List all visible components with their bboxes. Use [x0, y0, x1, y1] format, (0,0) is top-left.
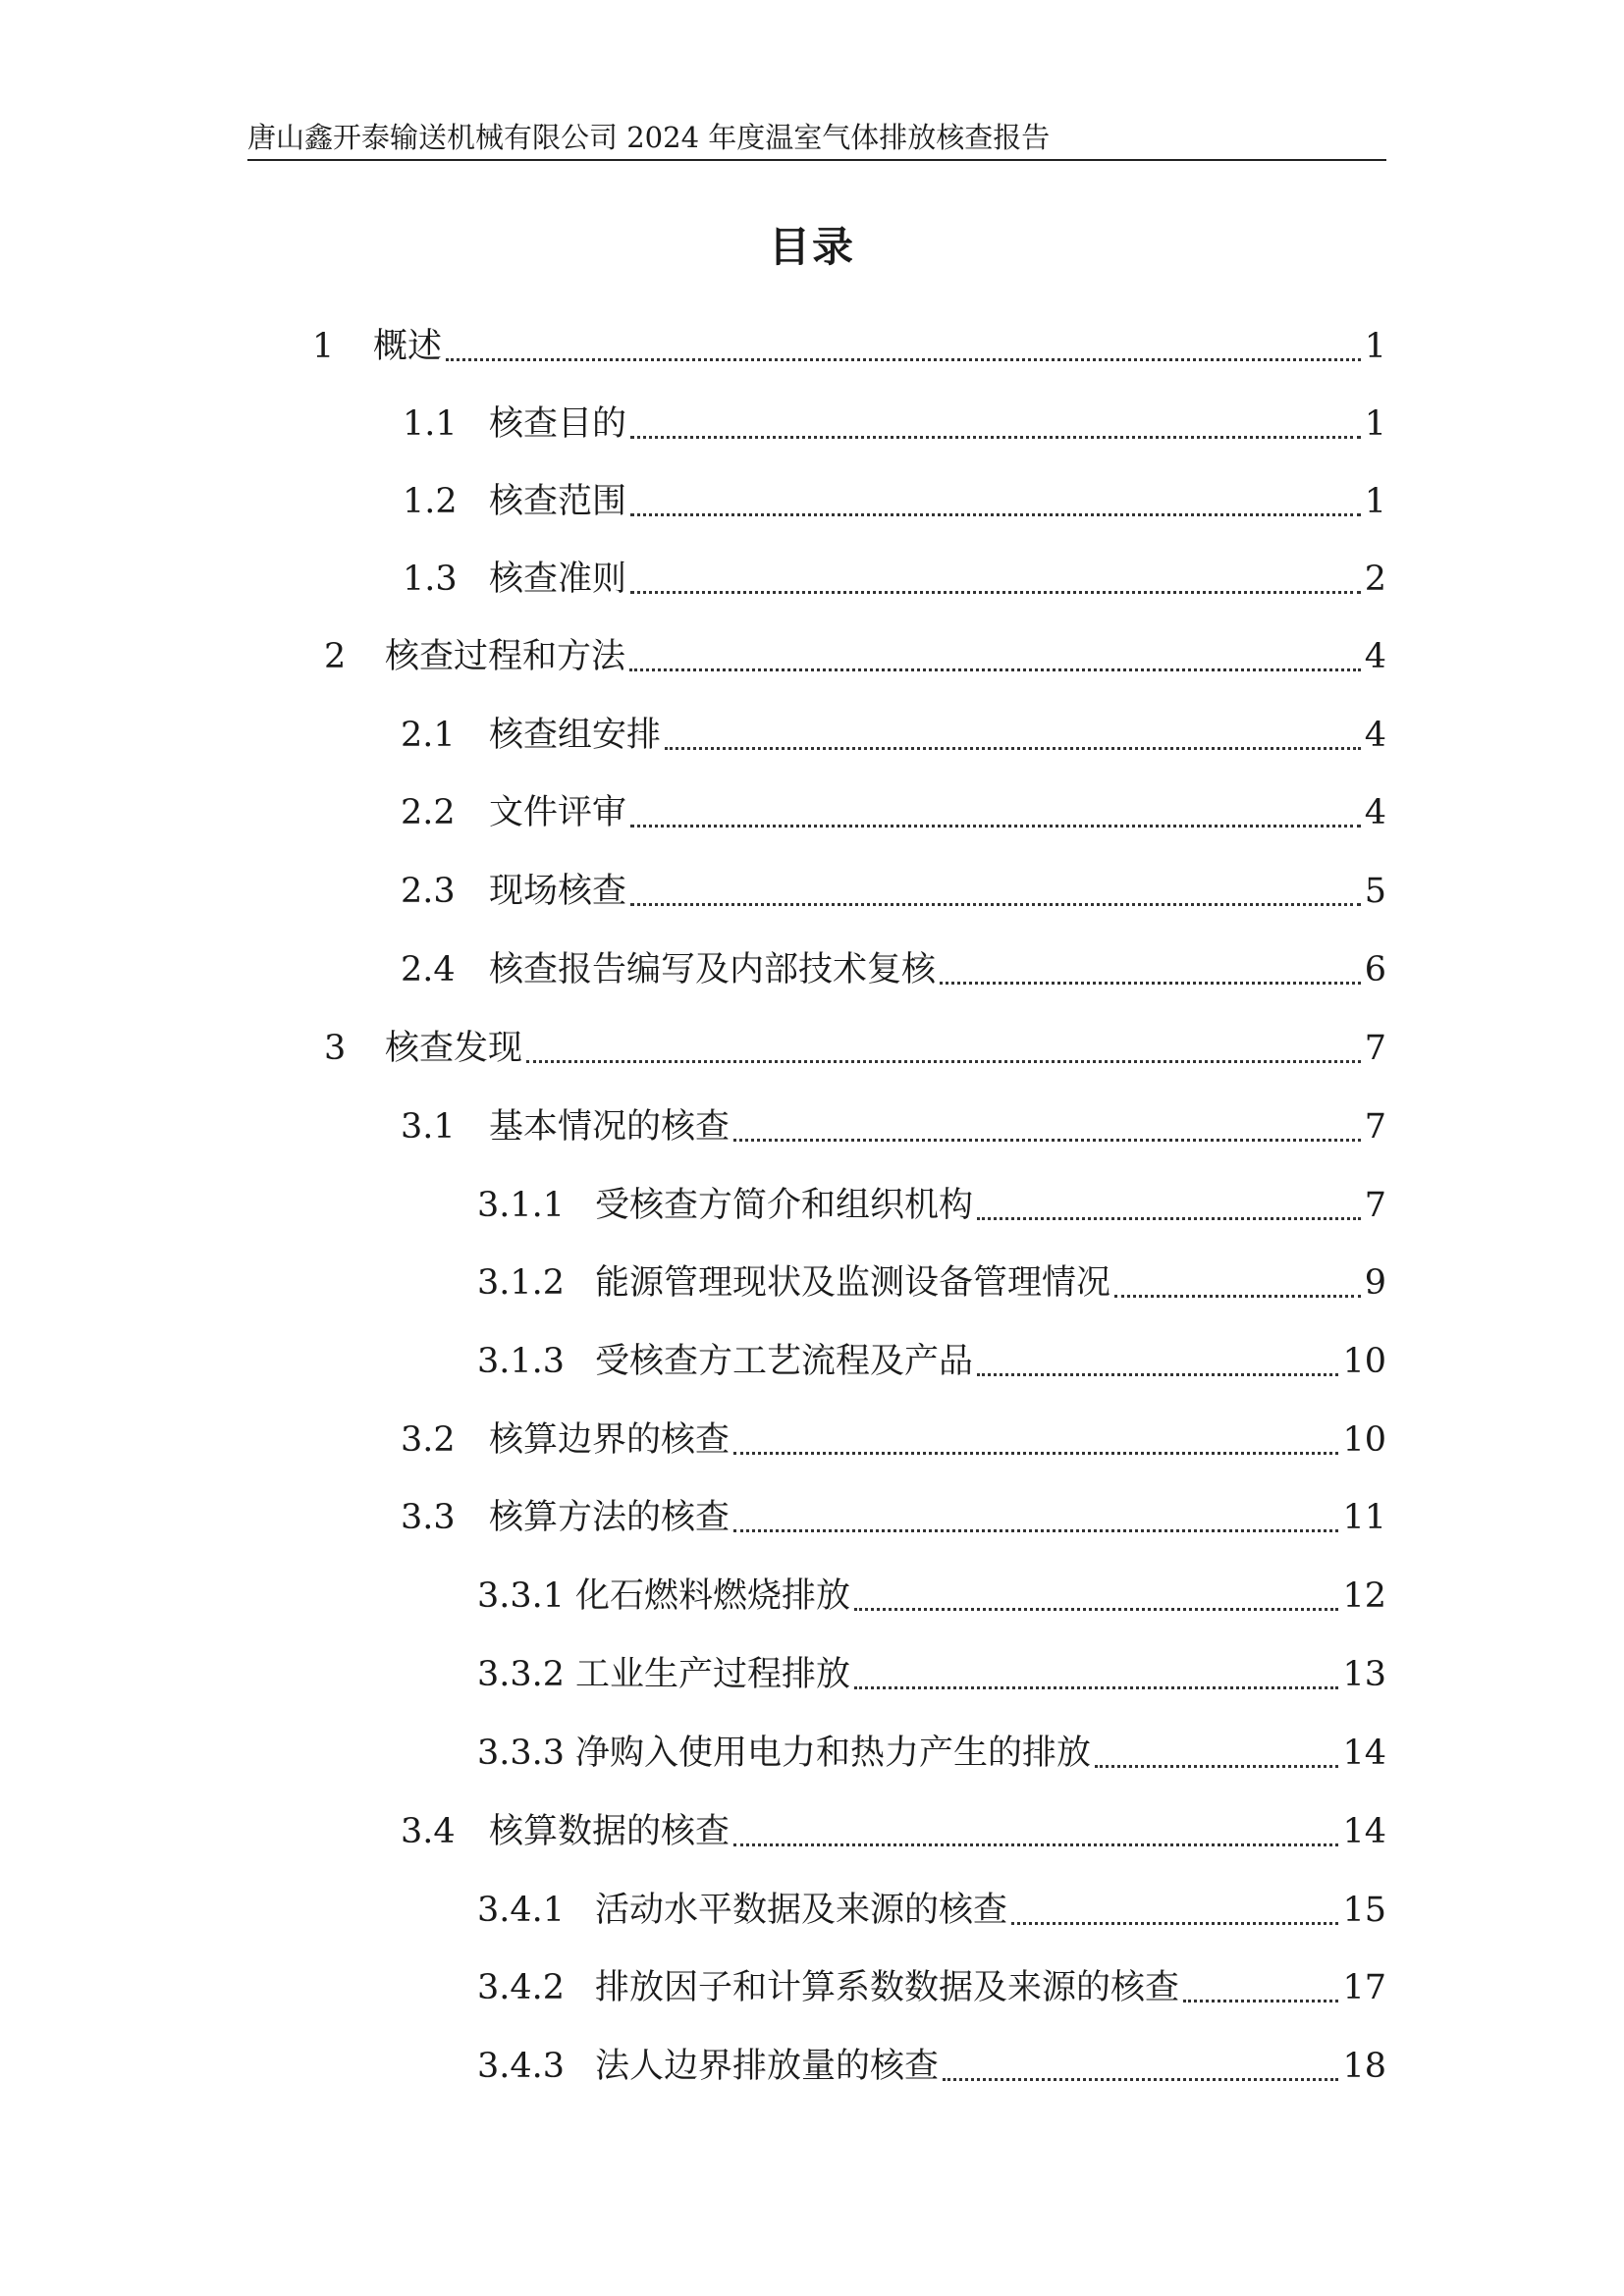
toc-entry-title: 基本情况的核查 — [489, 1107, 731, 1147]
toc-entry-title: 净购入使用电力和热力产生的排放 — [575, 1734, 1092, 1773]
toc-entry-number: 2.4 — [401, 950, 456, 989]
toc-entry-number: 1.2 — [403, 482, 458, 521]
toc-entry-title: 核查过程和方法 — [385, 637, 626, 676]
toc-entry-page: 9 — [1364, 1263, 1386, 1303]
toc-leader — [1095, 1765, 1338, 1768]
toc-entry-page: 17 — [1342, 1968, 1386, 2007]
toc-entry-page: 15 — [1342, 1891, 1386, 1930]
toc-entry-number: 3.4.2 — [477, 1968, 566, 2007]
toc-entry-title: 活动水平数据及来源的核查 — [595, 1891, 1008, 1930]
toc-entry-page: 13 — [1342, 1655, 1386, 1694]
toc-leader — [733, 1843, 1338, 1846]
toc-entry-title: 核查报告编写及内部技术复核 — [489, 950, 937, 989]
toc-entry[interactable] — [477, 1181, 1386, 1230]
toc-entry-page: 6 — [1364, 950, 1386, 989]
toc-entry-page: 4 — [1364, 716, 1386, 755]
toc-entry-number: 3.1.3 — [477, 1342, 566, 1381]
toc-leader — [940, 982, 1361, 985]
toc-leader — [629, 668, 1361, 671]
page-header: 唐山鑫开泰输送机械有限公司 2024 年度温室气体排放核查报告 — [247, 121, 1051, 154]
toc-leader — [1114, 1295, 1361, 1298]
toc-entry[interactable] — [477, 1337, 1386, 1386]
toc-entry[interactable] — [324, 1024, 1386, 1073]
toc-entry-number: 3.1.1 — [477, 1186, 566, 1225]
toc-entry[interactable] — [401, 1102, 1386, 1151]
toc-leader — [526, 1060, 1361, 1063]
toc-leader — [630, 591, 1361, 594]
toc-entry[interactable] — [401, 867, 1386, 916]
toc-leader — [446, 358, 1361, 361]
toc-entry-title: 排放因子和计算系数数据及来源的核查 — [595, 1968, 1180, 2007]
toc-entry-title: 受核查方工艺流程及产品 — [595, 1342, 974, 1381]
toc-entry[interactable] — [401, 1415, 1386, 1465]
toc-leader — [733, 1139, 1361, 1142]
toc-entry[interactable] — [401, 1493, 1386, 1542]
toc-entry-page: 2 — [1364, 560, 1386, 599]
toc-entry-page: 14 — [1342, 1734, 1386, 1773]
toc-entry[interactable] — [324, 632, 1386, 681]
toc-entry-title: 法人边界排放量的核查 — [595, 2047, 940, 2086]
toc-entry-page: 5 — [1364, 872, 1386, 911]
toc-entry-number: 1.1 — [403, 404, 458, 444]
toc-entry-number: 3.3 — [401, 1498, 456, 1537]
toc-entry-title: 核查范围 — [489, 482, 627, 521]
toc-entry[interactable] — [477, 2042, 1386, 2091]
toc-entry[interactable] — [477, 1650, 1386, 1699]
toc-entry-title: 工业生产过程排放 — [575, 1655, 851, 1694]
toc-entry-title: 核算方法的核查 — [489, 1498, 731, 1537]
toc-entry-page: 4 — [1364, 637, 1386, 676]
toc-entry-number: 3.4.1 — [477, 1891, 566, 1930]
toc-leader — [1011, 1922, 1338, 1925]
toc-entry-number: 2.3 — [401, 872, 456, 911]
toc-entry-title: 核算数据的核查 — [489, 1812, 731, 1851]
toc-entry-page: 7 — [1364, 1107, 1386, 1147]
toc-entry-number: 3.3.1 — [477, 1576, 566, 1616]
toc-entry[interactable] — [403, 555, 1386, 604]
toc-leader — [854, 1686, 1338, 1689]
toc-entry-page: 14 — [1342, 1812, 1386, 1851]
toc-entry[interactable] — [403, 400, 1386, 449]
toc-entry-title: 核查准则 — [489, 560, 627, 599]
toc-entry-number: 3.2 — [401, 1420, 456, 1460]
toc-entry-number: 2 — [324, 637, 347, 676]
toc-entry-title: 受核查方简介和组织机构 — [595, 1186, 974, 1225]
toc-entry-number: 3.1 — [401, 1107, 456, 1147]
toc-entry[interactable] — [401, 1807, 1386, 1856]
toc-entry[interactable] — [477, 1572, 1386, 1621]
toc-entry-title: 能源管理现状及监测设备管理情况 — [595, 1263, 1111, 1303]
toc-entry[interactable] — [312, 322, 1386, 371]
toc-entry-number: 2.2 — [401, 793, 456, 832]
toc-leader — [733, 1529, 1338, 1532]
toc-entry-title: 现场核查 — [489, 872, 627, 911]
toc-entry-page: 12 — [1342, 1576, 1386, 1616]
toc-entry-title: 文件评审 — [489, 793, 627, 832]
toc-entry-title: 核查目的 — [489, 404, 627, 444]
toc-entry-page: 10 — [1342, 1342, 1386, 1381]
toc-entry-number: 1 — [312, 327, 335, 366]
toc-leader — [1183, 2000, 1338, 2002]
toc-entry-title: 核查发现 — [385, 1029, 523, 1068]
toc-entry-number: 3.4 — [401, 1812, 456, 1851]
toc-entry-page: 7 — [1364, 1029, 1386, 1068]
toc-entry-page: 4 — [1364, 793, 1386, 832]
toc-leader — [943, 2078, 1338, 2081]
toc-entry-number: 3 — [324, 1029, 347, 1068]
toc-leader — [977, 1373, 1338, 1376]
toc-entry[interactable] — [403, 477, 1386, 526]
toc-leader — [977, 1217, 1361, 1220]
toc-entry-page: 10 — [1342, 1420, 1386, 1460]
toc-leader — [630, 436, 1361, 439]
toc-leader — [630, 513, 1361, 516]
toc-entry[interactable] — [401, 945, 1386, 994]
toc-entry-title: 核查组安排 — [489, 716, 662, 755]
toc-entry-title: 化石燃料燃烧排放 — [575, 1576, 851, 1616]
toc-title: 目录 — [768, 223, 855, 271]
toc-entry-page: 11 — [1342, 1498, 1386, 1537]
toc-entry-number: 3.3.2 — [477, 1655, 566, 1694]
toc-leader — [665, 747, 1361, 750]
toc-entry-page: 1 — [1364, 404, 1386, 444]
toc-entry[interactable] — [477, 1729, 1386, 1778]
toc-entry-title: 核算边界的核查 — [489, 1420, 731, 1460]
toc-entry[interactable] — [401, 788, 1386, 837]
toc-entry[interactable] — [477, 1886, 1386, 1935]
toc-entry[interactable] — [401, 711, 1386, 760]
toc-entry-number: 2.1 — [401, 716, 456, 755]
toc-leader — [630, 825, 1361, 828]
toc-entry[interactable] — [477, 1963, 1386, 2012]
toc-leader — [854, 1608, 1338, 1611]
toc-entry-page: 7 — [1364, 1186, 1386, 1225]
toc-entry-page: 18 — [1342, 2047, 1386, 2086]
toc-entry-number: 3.1.2 — [477, 1263, 566, 1303]
toc-entry-number: 1.3 — [403, 560, 458, 599]
toc-entry-title: 概述 — [373, 327, 443, 366]
toc-leader — [733, 1452, 1338, 1455]
toc-entry-page: 1 — [1364, 482, 1386, 521]
toc-entry-page: 1 — [1364, 327, 1386, 366]
toc-entry[interactable] — [477, 1258, 1386, 1308]
toc-entry-number: 3.3.3 — [477, 1734, 566, 1773]
toc-leader — [630, 903, 1361, 906]
toc-entry-number: 3.4.3 — [477, 2047, 566, 2086]
